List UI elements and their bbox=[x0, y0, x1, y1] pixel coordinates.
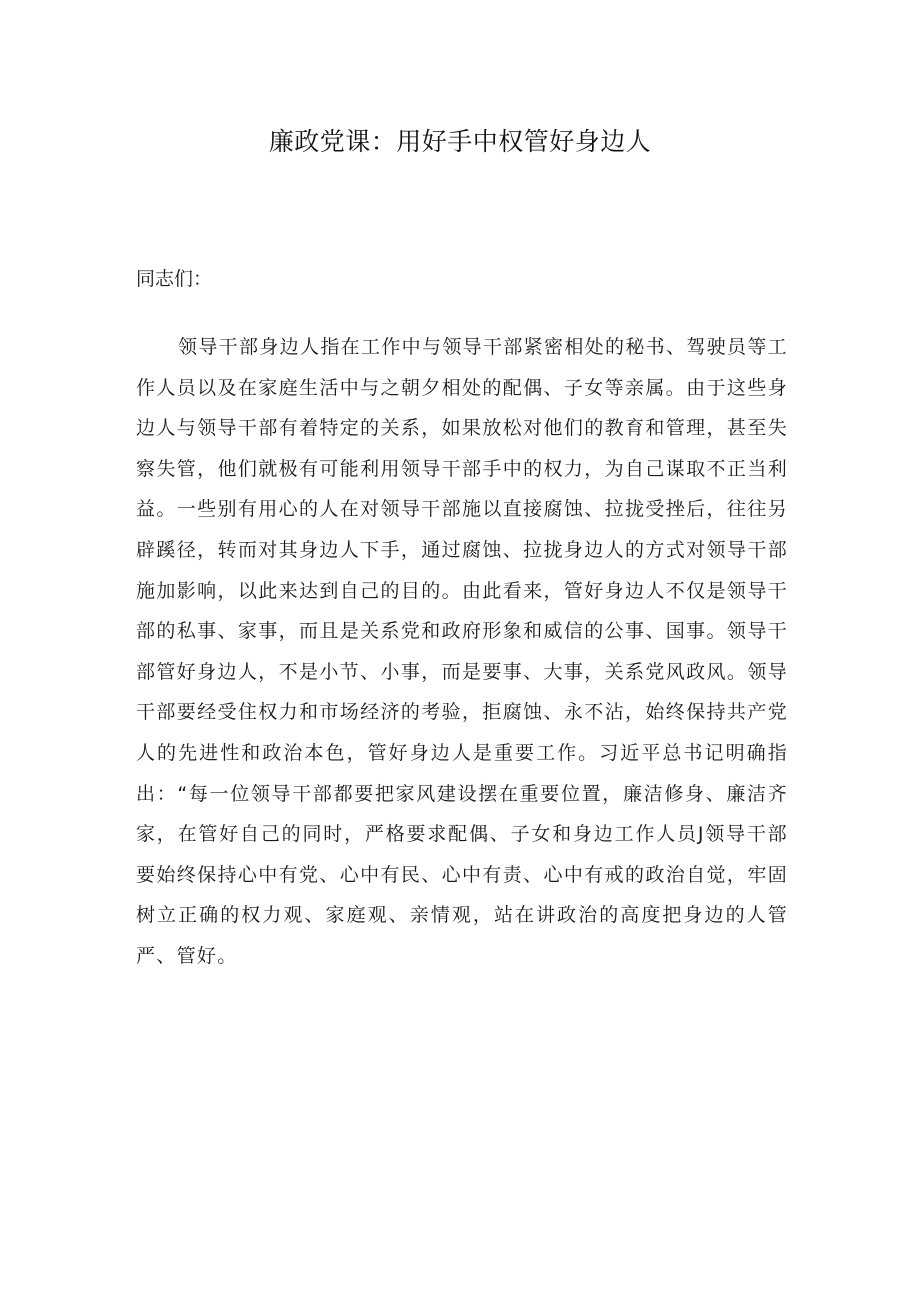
body-paragraph: 领导干部身边人指在工作中与领导干部紧密相处的秘书、驾驶员等工作人员以及在家庭生活中与之朝夕相处的配偶、子女等亲属。由于这些身边人与领导干部有着特定的关系，如果放松对他们的教育和管理，甚至失察失管，他们就极有可能利用领导干部手中的权力，为自己谋取不正当利益。一些别有用心的人在对领导干部施以直接腐蚀、拉拢受挫后，往往另辟蹊径，转而对其身边人下手，通过腐蚀、拉拢身边人的方式对领导干部施加影响，以此来达到自己的目的。由此看来，管好身边人不仅是领导干部的私事、家事，而且是关系党和政府形象和威信的公事、国事。领导干部管好身边人，不是小节、小事，而是要事、大事，关系党风政风。领导干部要经受住权力和市场经济的考验，拒腐蚀、永不沾，始终保持共产党人的先进性和政治本色，管好身边人是重要工作。习近平总书记明确指出：“每一位领导干部都要把家风建设摆在重要位置，廉洁修身、廉洁齐家，在管好自己的同时，严格要求配偶、子女和身边工作人员J领导干部要始终保持心中有党、心中有民、心中有责、心中有戒的政治自觉，牢固树立正确的权力观、家庭观、亲情观，站在讲政治的高度把身边的人管严、管好。 bbox=[136, 336, 788, 967]
document-title: 廉政党课：用好手中权管好身边人 bbox=[268, 127, 652, 156]
salutation: 同志们： bbox=[136, 268, 213, 290]
